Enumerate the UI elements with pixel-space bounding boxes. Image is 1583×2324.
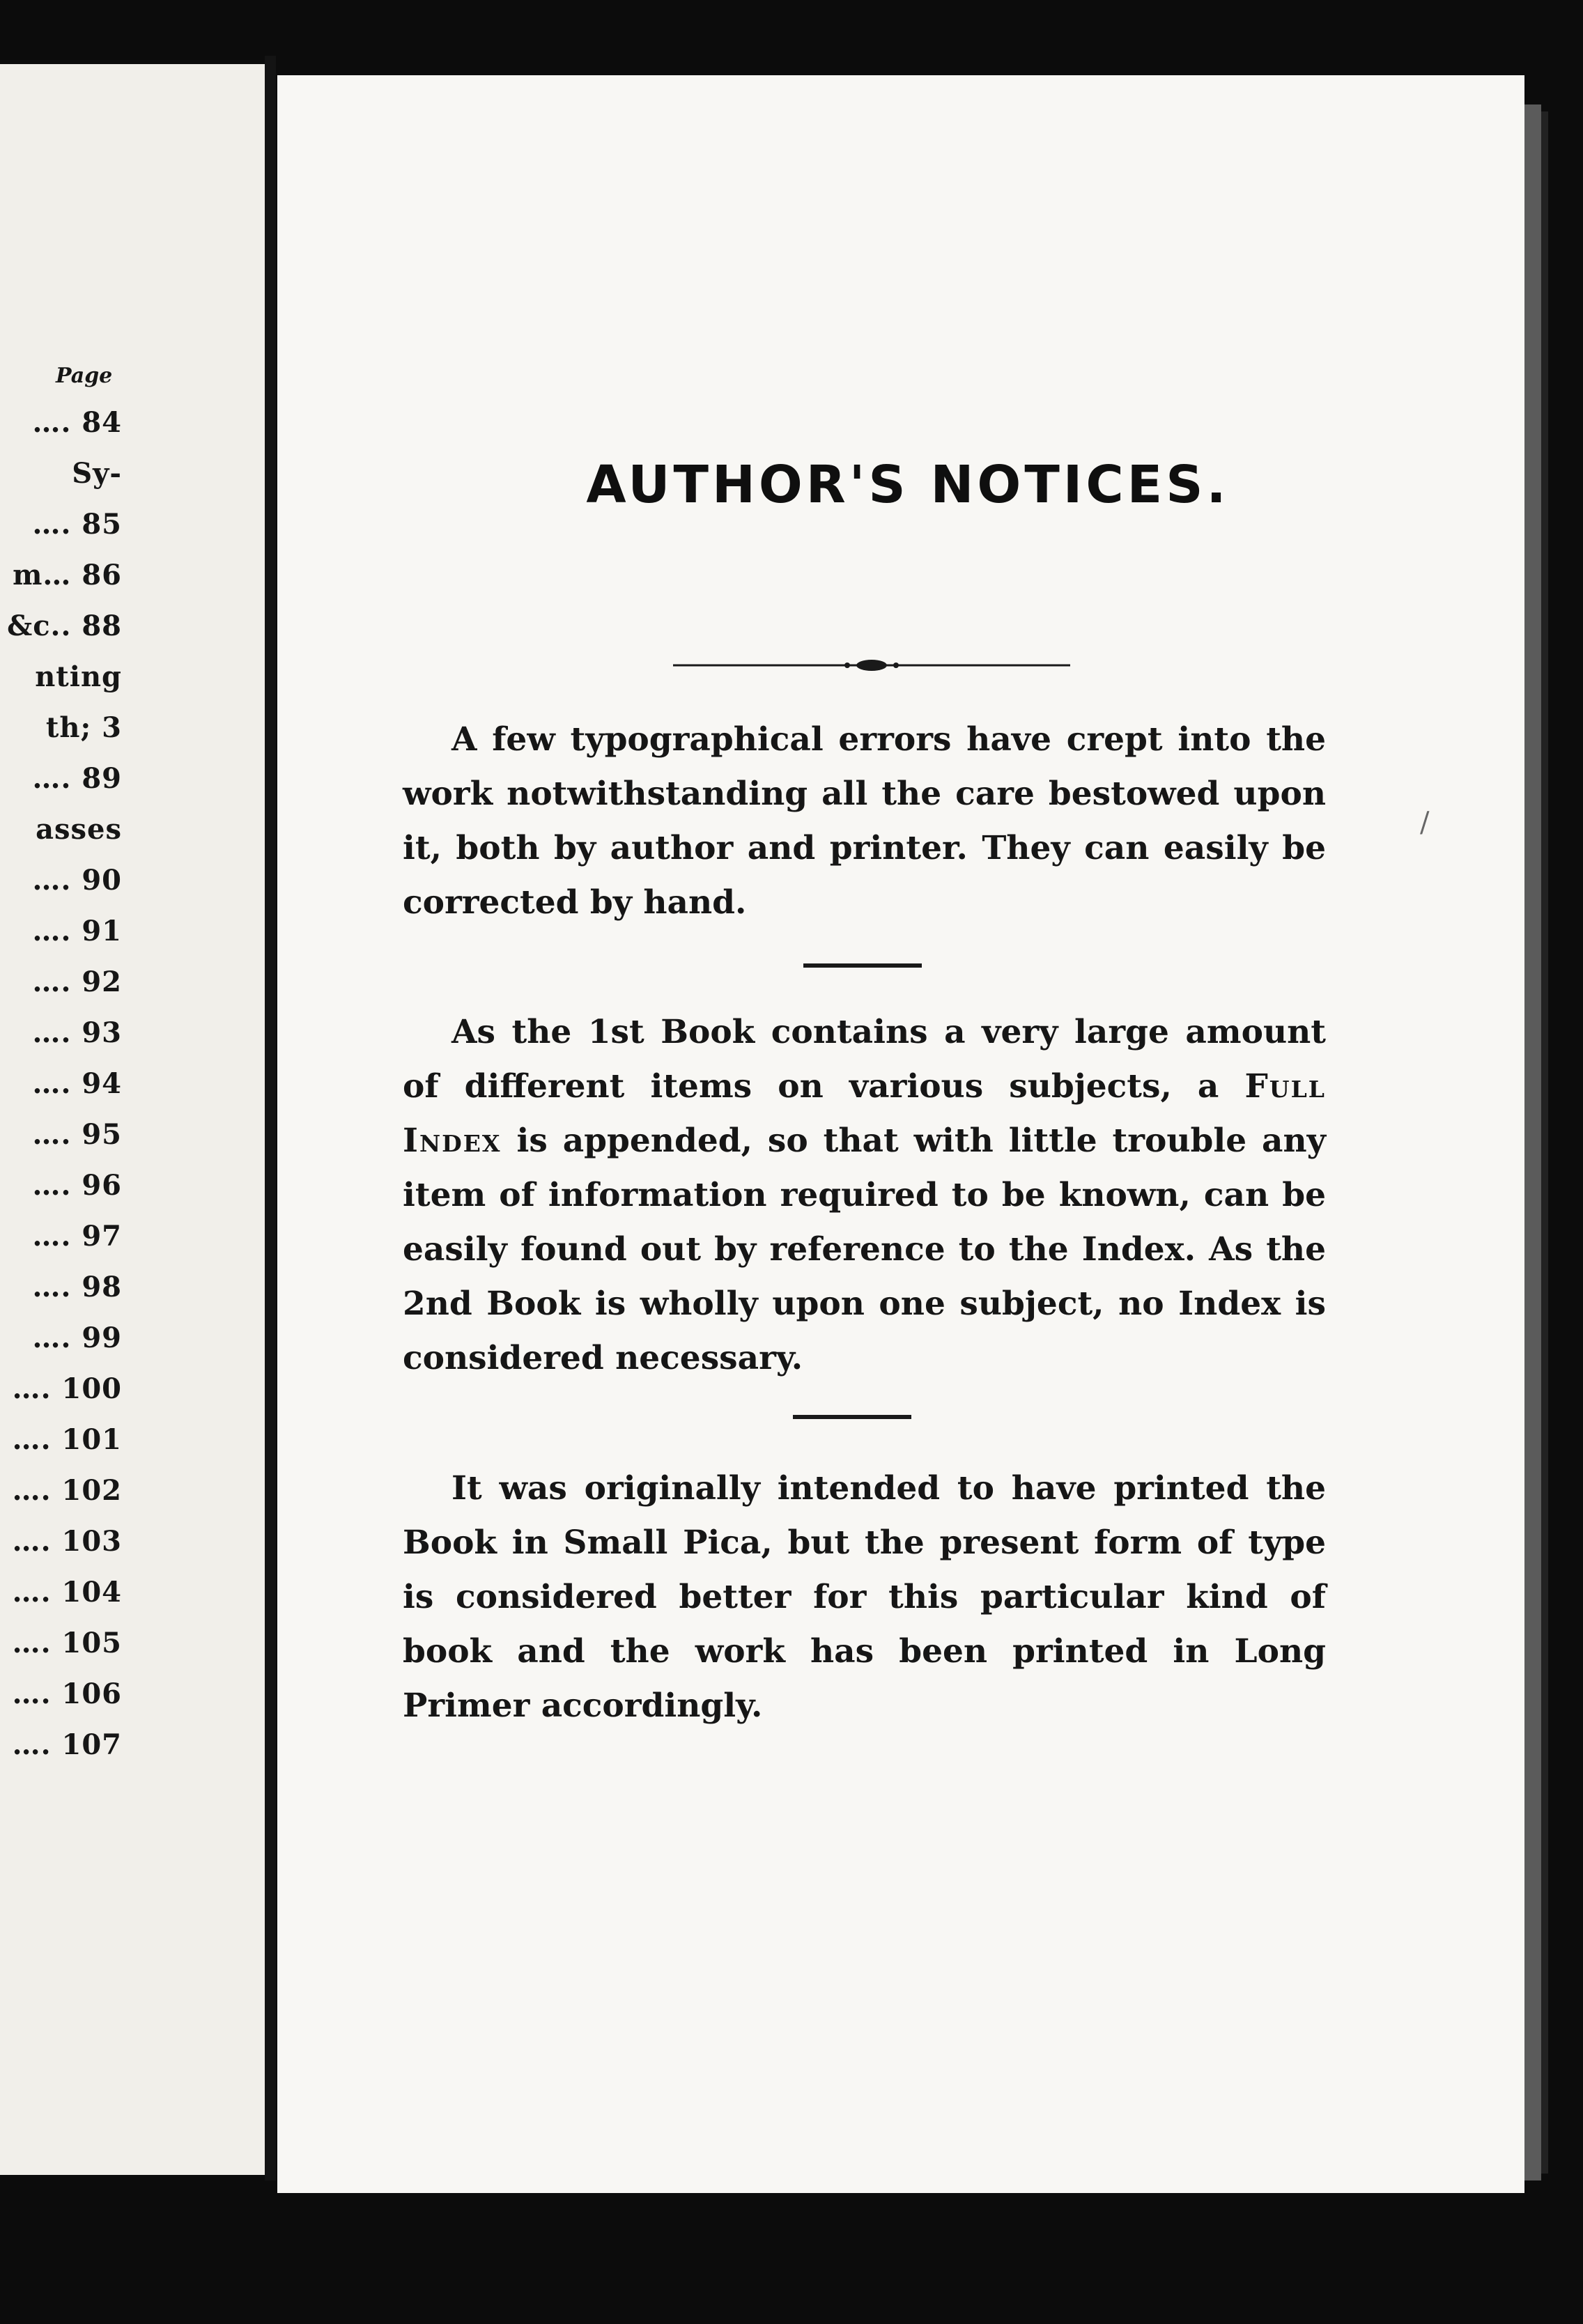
index-entry: …. 85 (32, 508, 122, 541)
title-ornament (673, 655, 1070, 676)
index-entry: …. 95 (32, 1118, 122, 1151)
full-index-emphasis: Full Index (403, 1067, 1326, 1160)
page-title: AUTHOR'S NOTICES. (586, 455, 1230, 515)
section-divider (803, 963, 922, 968)
index-entry: …. 100 (12, 1372, 122, 1405)
section-divider (793, 1415, 911, 1419)
index-entry: …. 89 (32, 762, 122, 795)
page-edge-shadow (1524, 104, 1541, 2180)
stray-mark: / (1420, 807, 1430, 839)
index-entry: m… 86 (13, 559, 122, 591)
errata-text: A few typographical errors have crept into the work notwithstanding all the care bestowed upon it, both by author and printer. They can easily be corrected by hand. (403, 720, 1326, 922)
index-entry: …. 101 (12, 1423, 122, 1456)
index-entry: …. 90 (32, 864, 122, 897)
notice-page (277, 75, 1524, 2193)
type-text: It was originally intended to have printed the Book in Small Pica, but the present form of type is considered better for this particular kind of book and the work has been printed in Long Primer accordingly. (403, 1469, 1326, 1725)
index-entry: asses (36, 813, 122, 846)
index-entry: …. 91 (32, 915, 122, 947)
index-entry: …. 94 (32, 1067, 122, 1100)
page-column-label: Page (56, 364, 113, 388)
index-entry: …. 102 (12, 1474, 122, 1507)
index-entry: …. 106 (12, 1678, 122, 1710)
notice-paragraph-index (403, 1005, 1326, 1386)
index-entry: nting (35, 660, 122, 693)
notice-paragraph-type (403, 1462, 1326, 1733)
index-entry: Sy- (72, 457, 122, 490)
index-entry: …. 84 (32, 406, 122, 439)
index-entry: …. 98 (32, 1271, 122, 1303)
index-entry: &c.. 88 (7, 610, 122, 642)
index-entry: …. 93 (32, 1016, 122, 1049)
page-edge-dark (1541, 111, 1548, 2174)
index-text-end: is appended, so that with little trouble any item of information required to be known, can be easily found out by reference to the Index. As the 2nd Book is wholly upon one subject, no Index is considered necessary. (403, 1122, 1326, 1377)
bleed-through-text (215, 412, 268, 2015)
index-entry: …. 104 (12, 1576, 122, 1609)
index-entry: …. 99 (32, 1322, 122, 1354)
index-entry: …. 107 (12, 1728, 122, 1761)
index-entry: …. 92 (32, 966, 122, 998)
index-entry: …. 103 (12, 1525, 122, 1558)
index-text-start: As the 1st Book contains a very large amount of different items on various subjects, a (403, 1013, 1326, 1106)
notice-paragraph-errata (403, 713, 1326, 930)
index-entry: …. 105 (12, 1627, 122, 1659)
index-entry: …. 97 (32, 1220, 122, 1253)
book-gutter (265, 56, 276, 2180)
facing-page-fragment (0, 64, 268, 2175)
index-entry: th; 3 (45, 711, 122, 744)
index-entry: …. 96 (32, 1169, 122, 1202)
